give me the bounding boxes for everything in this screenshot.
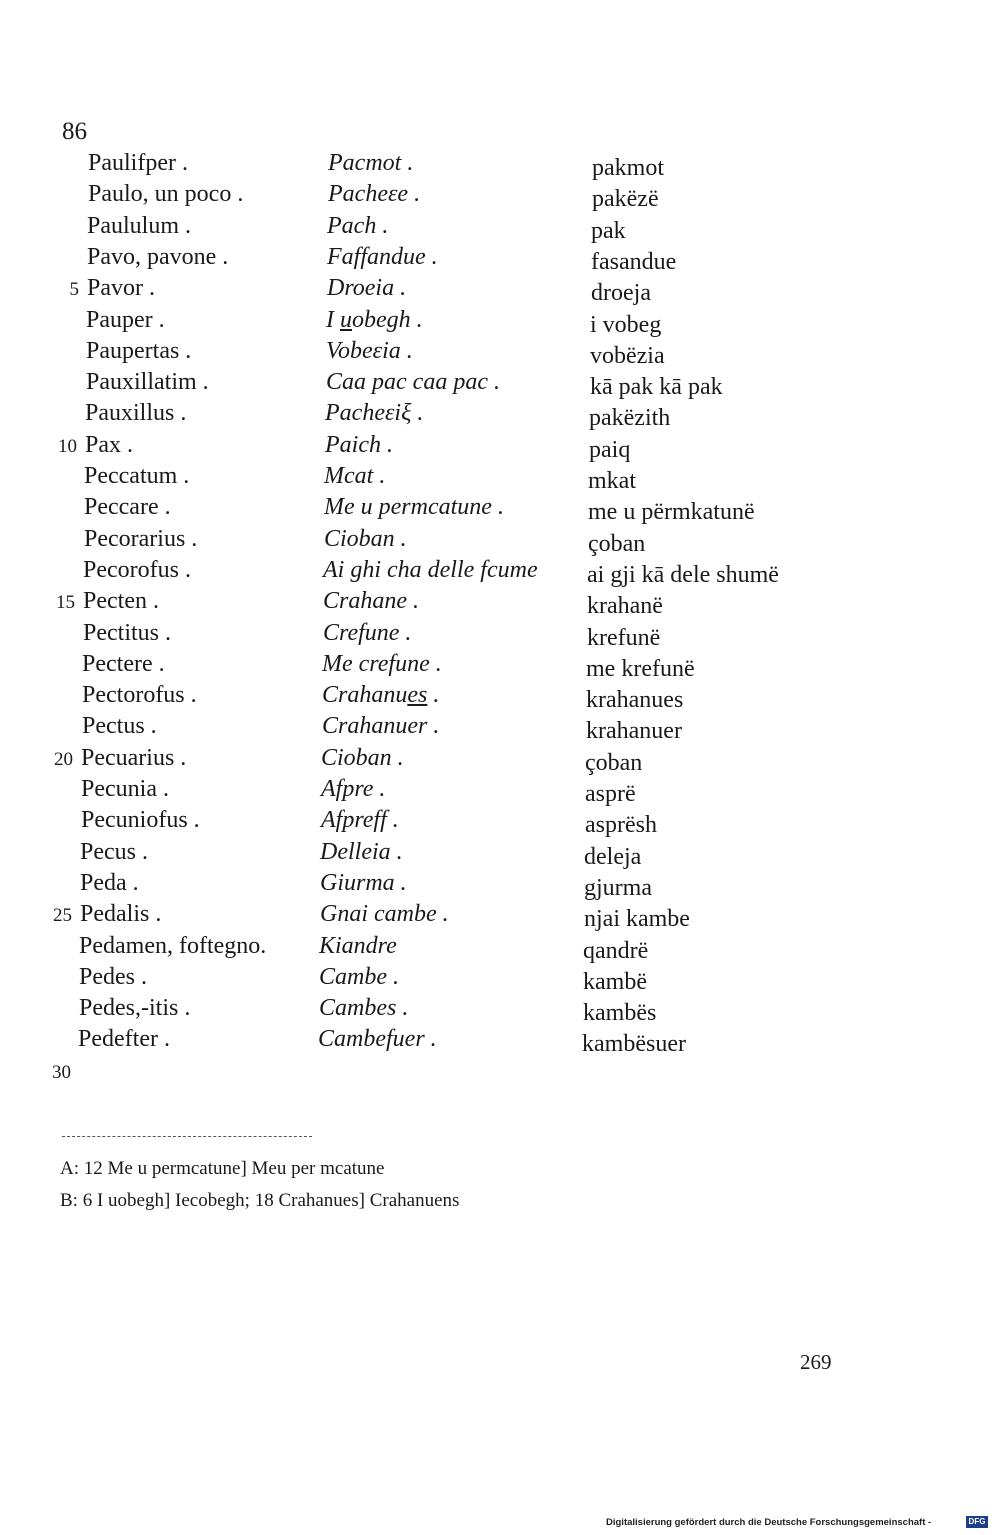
modern-albanian: asprësh: [585, 812, 657, 838]
modern-albanian: krahanuer: [586, 718, 682, 744]
latin-headword: Peccatum .: [84, 463, 190, 489]
glossary-row: [0, 839, 992, 870]
glossary-row: [0, 807, 993, 838]
modern-albanian: mkat: [588, 468, 636, 494]
original-albanian: Mcat .: [324, 463, 386, 489]
latin-headword: Pedamen, foftegno.: [79, 933, 267, 959]
latin-headword: Pedalis .: [80, 901, 162, 927]
page-number-top: 86: [62, 118, 87, 145]
line-number-30: 30: [52, 1062, 71, 1083]
original-albanian: Kiandre: [319, 933, 397, 959]
latin-headword: Pecunia .: [81, 776, 169, 802]
modern-albanian: njai kambe: [584, 906, 690, 932]
glossary-row: [0, 432, 997, 463]
glossary-row: [0, 275, 999, 306]
glossary-row: [0, 400, 997, 431]
glossary-row: [0, 995, 991, 1026]
original-albanian: Cambefuer .: [318, 1026, 437, 1052]
original-albanian: Crahanues .: [322, 682, 440, 708]
latin-headword: Pedefter .: [78, 1026, 170, 1052]
latin-headword: Pauper .: [86, 307, 165, 333]
latin-headword: Paulifper .: [88, 150, 188, 176]
glossary-row: [0, 745, 993, 776]
latin-headword: Pecorofus .: [83, 557, 191, 583]
original-albanian: Afpre .: [321, 776, 386, 802]
latin-headword: Pectus .: [82, 713, 157, 739]
line-number: 15: [56, 592, 75, 613]
dfg-credit: Digitalisierung gefördert durch die Deutsche Forschungsgemeinschaft -: [606, 1517, 932, 1528]
latin-headword: Pavo, pavone .: [87, 244, 229, 270]
latin-headword: Pauxillatim .: [86, 369, 209, 395]
modern-albanian: vobëzia: [590, 343, 665, 369]
glossary-row: [0, 181, 1000, 212]
original-albanian: Vobeεia .: [326, 338, 413, 364]
glossary-row: [0, 494, 996, 525]
latin-headword: Peda .: [80, 870, 139, 896]
modern-albanian: droeja: [591, 280, 651, 306]
original-albanian: Cambes .: [319, 995, 409, 1021]
line-number: 20: [54, 749, 73, 770]
modern-albanian: pakëzith: [589, 405, 671, 431]
glossary-row: [0, 463, 996, 494]
modern-albanian: gjurma: [584, 875, 652, 901]
latin-headword: Pectere .: [82, 651, 165, 677]
modern-albanian: krahanues: [586, 687, 684, 713]
footnote-b: B: 6 I uobegh] Iecobegh; 18 Crahanues] Crahanuens: [60, 1190, 460, 1211]
glossary-row: [0, 964, 991, 995]
modern-albanian: çoban: [588, 531, 646, 557]
original-albanian: Delleia .: [320, 839, 403, 865]
modern-albanian: paiq: [589, 437, 631, 463]
modern-albanian: kambë: [583, 969, 647, 995]
modern-albanian: me krefunë: [586, 656, 695, 682]
modern-albanian: kā pak kā pak: [590, 374, 723, 400]
latin-headword: Paupertas .: [86, 338, 192, 364]
latin-headword: Pauxillus .: [85, 400, 187, 426]
glossary-row: [0, 1026, 990, 1057]
modern-albanian: asprë: [585, 781, 636, 807]
footnote-divider: [62, 1136, 312, 1137]
modern-albanian: çoban: [585, 750, 643, 776]
glossary-row: [0, 338, 998, 369]
modern-albanian: krefunë: [587, 625, 661, 651]
original-albanian: Pacheεe .: [328, 181, 421, 207]
latin-headword: Paulo, un poco .: [88, 181, 244, 207]
original-albanian: Afpreff .: [321, 807, 399, 833]
latin-headword: Pax .: [85, 432, 133, 458]
modern-albanian: kambës: [583, 1000, 657, 1026]
glossary-row: [0, 526, 996, 557]
modern-albanian: pak: [591, 218, 626, 244]
modern-albanian: fasandue: [591, 249, 677, 275]
modern-albanian: i vobeg: [590, 312, 662, 338]
glossary-row: [0, 213, 999, 244]
glossary-row: [0, 651, 994, 682]
line-number: 25: [53, 905, 72, 926]
page-number-bottom: 269: [800, 1350, 832, 1374]
footnote-a: A: 12 Me u permcatune] Meu per mcatune: [60, 1158, 385, 1179]
original-albanian: Paich .: [325, 432, 393, 458]
glossary-row: [0, 901, 992, 932]
original-albanian: Droeia .: [327, 275, 407, 301]
glossary-row: [0, 244, 999, 275]
latin-headword: Pectorofus .: [82, 682, 197, 708]
latin-headword: Pavor .: [87, 275, 155, 301]
glossary-row: [0, 369, 998, 400]
glossary-row: [0, 713, 994, 744]
latin-headword: Pecuarius .: [81, 745, 187, 771]
glossary-row: [0, 588, 995, 619]
latin-headword: Pedes .: [79, 964, 147, 990]
latin-headword: Pecus .: [80, 839, 148, 865]
original-albanian: Cambe .: [319, 964, 399, 990]
latin-headword: Pecorarius .: [84, 526, 198, 552]
glossary-row: [0, 307, 998, 338]
modern-albanian: kambësuer: [582, 1031, 686, 1057]
original-albanian: Me u permcatune .: [324, 494, 504, 520]
glossary-row: [0, 776, 993, 807]
modern-albanian: deleja: [584, 844, 642, 870]
modern-albanian: qandrë: [583, 938, 649, 964]
modern-albanian: me u përmkatunë: [588, 499, 755, 525]
modern-albanian: ai gji kā dele shumë: [587, 562, 779, 588]
dfg-logo: DFG: [966, 1516, 988, 1528]
original-albanian: Caa pac caa pac .: [326, 369, 500, 395]
glossary-row: [0, 150, 1000, 181]
latin-headword: Pecuniofus .: [81, 807, 200, 833]
glossary-row: [0, 682, 994, 713]
original-albanian: Cioban .: [324, 526, 407, 552]
modern-albanian: pakëzë: [592, 186, 659, 212]
glossary-row: [0, 870, 992, 901]
original-albanian: Pach .: [327, 213, 389, 239]
original-albanian: Crahane .: [323, 588, 419, 614]
line-number: 10: [58, 436, 77, 457]
glossary-row: [0, 933, 991, 964]
original-albanian: Crefune .: [323, 620, 412, 646]
latin-headword: Peccare .: [84, 494, 171, 520]
original-albanian: Ai ghi cha delle fcume: [323, 557, 538, 583]
original-albanian: Me crefune .: [322, 651, 442, 677]
original-albanian: Pacheεiξ .: [325, 400, 424, 426]
glossary-row: [0, 557, 995, 588]
latin-headword: Pecten .: [83, 588, 159, 614]
original-albanian: Cioban .: [321, 745, 404, 771]
original-albanian: Pacmot .: [328, 150, 414, 176]
original-albanian: Gnai cambe .: [320, 901, 449, 927]
modern-albanian: pakmot: [592, 155, 664, 181]
original-albanian: Faffandue .: [327, 244, 438, 270]
original-albanian: I uobegh .: [326, 307, 423, 333]
latin-headword: Pedes,-itis .: [79, 995, 191, 1021]
line-number: 5: [69, 279, 79, 300]
glossary-row: [0, 620, 995, 651]
original-albanian: Crahanuer .: [322, 713, 440, 739]
modern-albanian: krahanë: [587, 593, 663, 619]
latin-headword: Paululum .: [87, 213, 192, 239]
original-albanian: Giurma .: [320, 870, 407, 896]
latin-headword: Pectitus .: [83, 620, 171, 646]
